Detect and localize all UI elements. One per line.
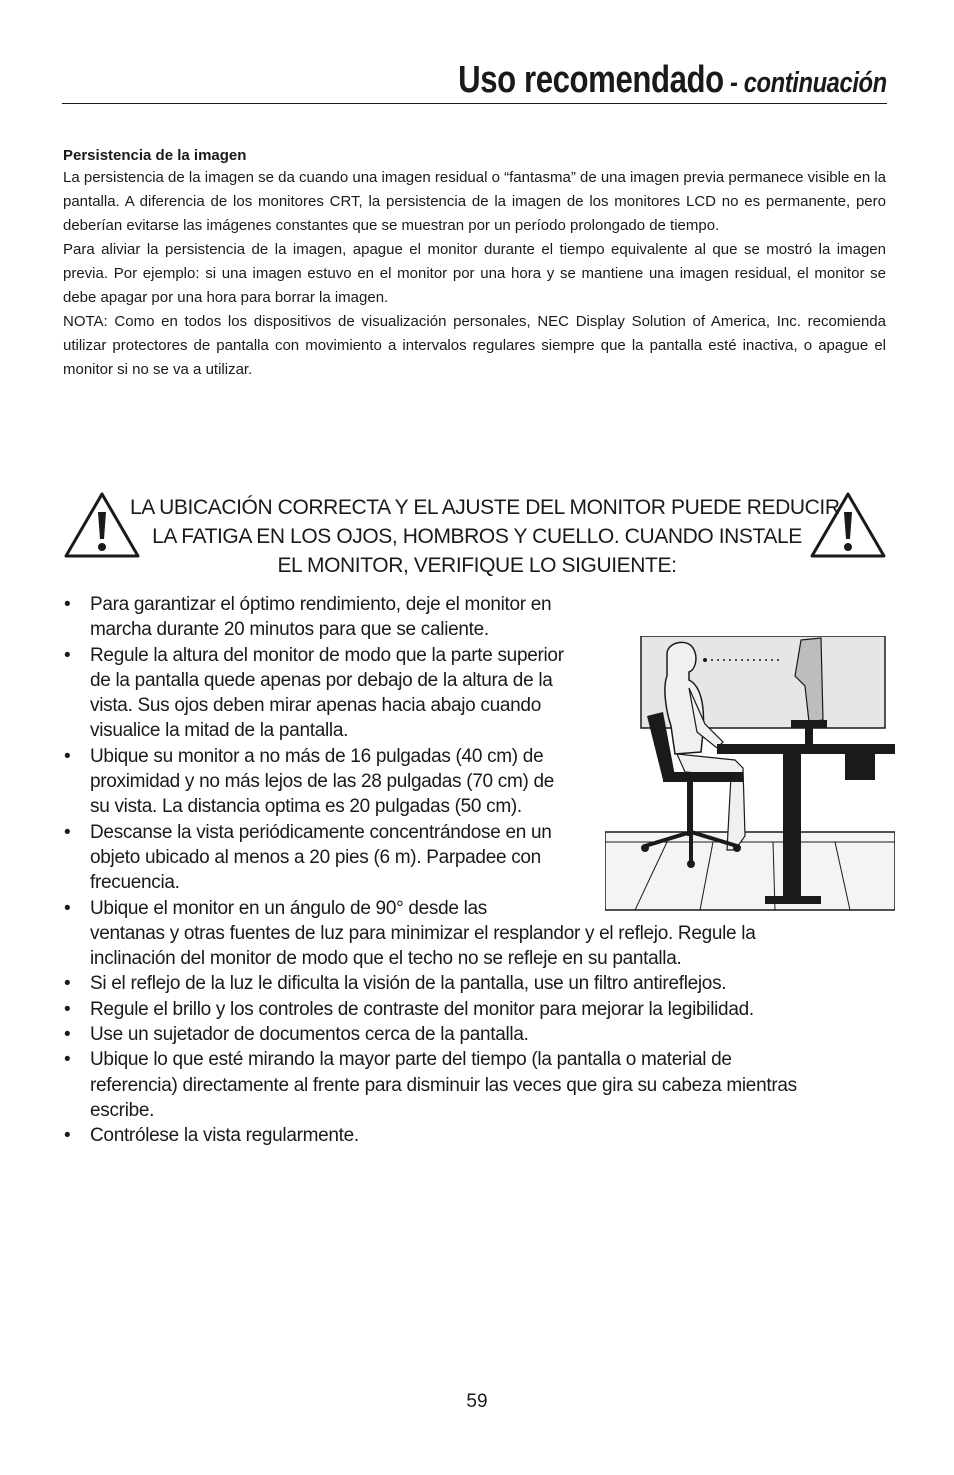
list-item: • Si el reflejo de la luz le dificulta la visión de la pantalla, use un filtro antireflejos. xyxy=(62,971,797,996)
page-title xyxy=(458,58,887,106)
warning-message xyxy=(130,493,840,580)
list-item: • Regule la altura del monitor de modo que la parte superior de la pantalla quede apenas por debajo de la altura de la vista. Sus ojos deben mirar apenas hacia abajo cuando visualice la mitad de la pantalla. xyxy=(62,643,797,744)
list-item: • Ubique lo que esté mirando la mayor parte del tiempo (la pantalla o material de referencia) directamente al frente para disminuir las veces que gira su cabeza mientras escribe. xyxy=(62,1047,797,1123)
title-main: Uso recomendado xyxy=(458,59,725,101)
image-persistence-section xyxy=(63,146,886,382)
list-item: • Ubique su monitor a no más de 16 pulgadas (40 cm) de proximidad y no más lejos de las 28 pulgadas (70 cm) de su vista. La distancia optima es 20 pulgadas (50 cm). xyxy=(62,744,797,820)
paragraph-definition: La persistencia de la imagen se da cuando una imagen residual o “fantasma” de una imagen previa permanece visible en la pantalla. A diferencia de los monitores CRT, la persistencia de la imagen de los monitores LCD no es permanente, pero deberían evitarse las imágenes constantes que se muestran por un período prolongado de tiempo. xyxy=(63,169,887,234)
warning-line: EL MONITOR, VERIFIQUE LO SIGUIENTE: xyxy=(277,554,677,577)
recommendations-list xyxy=(62,592,797,1149)
warning-triangle-icon xyxy=(808,490,888,560)
title-continuation: - continuación xyxy=(724,67,887,99)
list-item: • Para garantizar el óptimo rendimiento, deje el monitor en marcha durante 20 minutos para que se caliente. xyxy=(62,592,797,643)
list-item: • Regule el brillo y los controles de contraste del monitor para mejorar la legibilidad. xyxy=(62,997,797,1022)
list-item: • Descanse la vista periódicamente concentrándose en un objeto ubicado al menos a 20 pies (6 m). Parpadee con frecuencia. xyxy=(62,820,797,896)
paragraph-note: NOTA: Como en todos los dispositivos de visualización personales, NEC Display Solution of America, Inc. recomienda utilizar protectores de pantalla con movimiento a intervalos regulares siempre que la pantalla esté inactiva, o apague el monitor si no se va a utilizar. xyxy=(63,313,886,378)
list-item: • Contrólese la vista regularmente. xyxy=(62,1123,797,1148)
page-number: 59 xyxy=(466,1391,488,1412)
section-heading: Persistencia de la imagen xyxy=(63,147,247,164)
warning-line: LA FATIGA EN LOS OJOS, HOMBROS Y CUELLO. CUANDO INSTALE xyxy=(152,525,802,548)
paragraph-relief: Para aliviar la persistencia de la imagen, apague el monitor durante el tiempo equivalente al que se mostró la imagen previa. Por ejemplo: si una imagen estuvo en el monitor por una hora y se mantiene una imagen residual, el monitor se debe apagar por una hora para borrar la imagen. xyxy=(63,241,886,306)
warning-line: LA UBICACIÓN CORRECTA Y EL AJUSTE DEL MONITOR PUEDE REDUCIR xyxy=(130,496,840,519)
list-item: • Ubique el monitor en un ángulo de 90° desde las ventanas y otras fuentes de luz para minimizar el resplandor y el reflejo. Regule la inclinación del monitor de modo que el techo no se refleje en su pantalla. xyxy=(62,896,797,972)
list-item: • Use un sujetador de documentos cerca de la pantalla. xyxy=(62,1022,797,1047)
page-header xyxy=(62,58,887,104)
